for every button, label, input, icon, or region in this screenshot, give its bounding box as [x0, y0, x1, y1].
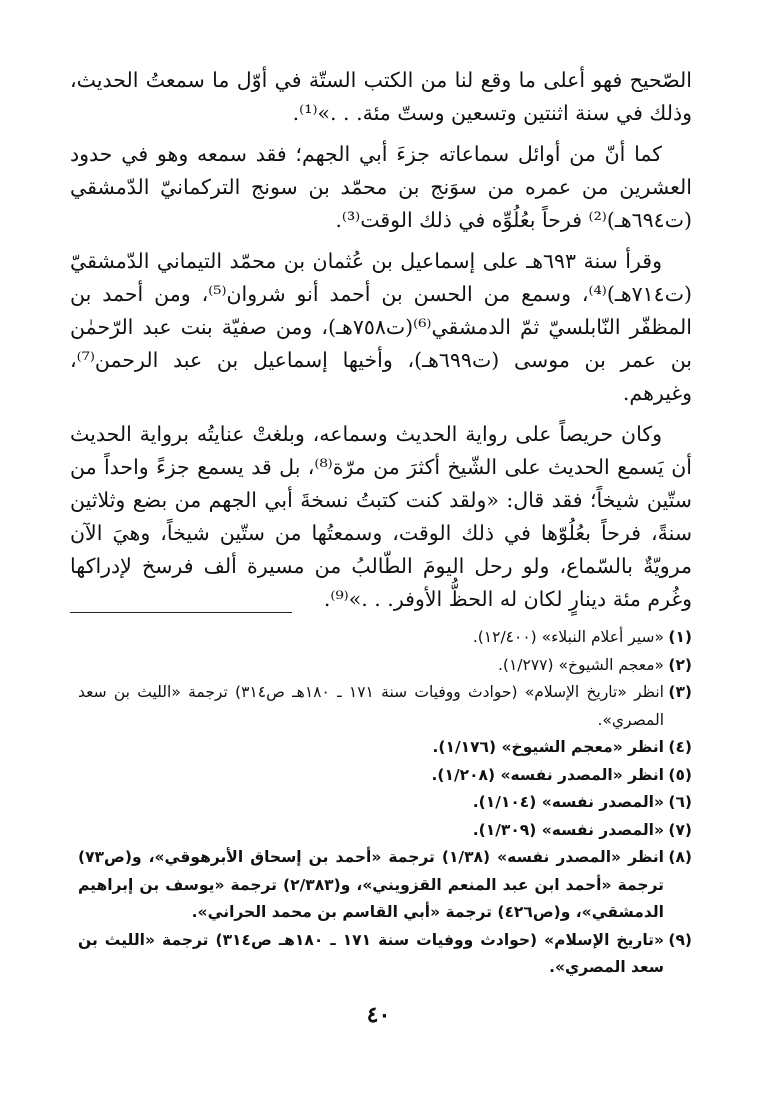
- main-text: [70, 64, 692, 624]
- paragraph-3: وقرأ سنة ٦٩٣هـ على إسماعيل بن عُثمان بن محمّد التيماني الدّمشقيّ (ت٧١٤هـ)⁽⁴⁾، وسمع من الحسن بن أحمد أنو شروان⁽⁵⁾، ومن أحمد بن المظفّر النّابلسيّ ثمّ الدمشقي⁽⁶⁾(ت٧٥٨هـ)، ومن صفيّة بنت عبد الرّحمٰن بن عمر بن موسى (ت٦٩٩هـ)، وأخيها إسماعيل بن عبد الرحمن⁽⁷⁾، وغيرهم.: [70, 249, 692, 405]
- footnote-text: «معجم الشيوخ» (١/٢٧٧).: [497, 655, 664, 674]
- footnote-1: [78, 624, 692, 652]
- footnote-7: [78, 817, 692, 845]
- footnote-number: (١): [668, 628, 692, 646]
- footnote-number: (٧): [668, 820, 692, 839]
- paragraph-2: كما أنّ من أوائل سماعاته جزءَ أبي الجهم؛ فقد سمعه وهو في حدود العشرين من عمره من سوَنج بن محمّد بن سونج التركمانيّ الدّمشقي (ت٦٩٤هـ)⁽²⁾ فرحاً بعُلُوِّه في ذلك الوقت⁽³⁾.: [70, 142, 692, 232]
- footnote-6: [78, 789, 692, 817]
- footnote-number: (٥): [668, 765, 692, 784]
- footnote-text: «المصدر نفسه» (١/٣٠٩).: [472, 820, 664, 839]
- footnote-number: (٩): [668, 930, 692, 949]
- paragraph-4: وكان حريصاً على رواية الحديث وسماعه، وبلغتْ عنايتُه برواية الحديث أن يَسمع الحديث على الشّيخ أكثرَ من مرّة⁽⁸⁾، بل قد يسمع جزءً واحداً من ستّين شيخاً؛ فقد قال: «ولقد كنت كتبتُ نسخةَ أبي الجهم من بضع وثلاثين سنةً، فرحاً بعُلُوّها في ذلك الوقت، وسمعتُها من ستّين شيخاً، وهيَ الآن مرويّةٌ بالسّماع، ولو رحل اليومَ الطّالبُ من مسيرة ألف فرسخ لإدراكها وغُرم مئة دينارٍ لكان له الحظُّ الأوفر. . .»⁽⁹⁾.: [70, 422, 693, 611]
- footnote-text: انظر «معجم الشيوخ» (١/١٧٦).: [432, 738, 664, 756]
- footnote-2: [78, 652, 692, 680]
- footnote-text: «تاريخ الإسلام» (حوادث ووفيات سنة ١٧١ ـ ١٨٠هـ ص٣١٤) ترجمة «الليث بن سعد المصري».: [78, 930, 664, 976]
- footnote-text: انظر «المصدر نفسه» (١/٣٨) ترجمة «أحمد بن إسحاق الأبرهوقي»، و(ص٧٣) ترجمة «أحمد ابن عبد المنعم القزويني»، و(٢/٣٨٣) ترجمة «يوسف بن إبراهيم الدمشقي»، و(ص٤٢٦) ترجمة «أبي القاسم بن محمد الحراني».: [78, 848, 664, 921]
- footnote-8: [78, 844, 692, 927]
- page-number: ٤٠: [366, 1002, 391, 1028]
- footnote-4: [78, 734, 692, 762]
- footnote-text: «المصدر نفسه» (١/١٠٤).: [472, 793, 664, 811]
- footnote-text: «سير أعلام النبلاء» (١٢/٤٠٠).: [472, 628, 664, 646]
- footnote-3: [78, 679, 692, 734]
- footnote-number: (٢): [668, 655, 692, 674]
- footnote-text: انظر «تاريخ الإسلام» (حوادث ووفيات سنة ١٧١ ـ ١٨٠هـ ص٣١٤) ترجمة «الليث بن سعد المصري».: [78, 683, 664, 729]
- paragraph-1: الصّحيح فهو أعلى ما وقع لنا من الكتب الستّة في أوّل ما سمعتُ الحديث، وذلك في سنة اثنتين وتسعين وستّ مئة. . .»⁽¹⁾.: [70, 68, 692, 125]
- footnote-number: (٨): [668, 848, 692, 866]
- footnote-text: انظر «المصدر نفسه» (١/٢٠٨).: [431, 765, 664, 784]
- footnote-number: (٤): [668, 738, 692, 756]
- footnote-5: [78, 762, 692, 790]
- footnote-number: (٦): [668, 793, 692, 811]
- footnote-9: [78, 927, 692, 982]
- footnote-divider: [70, 612, 292, 613]
- footnote-number: (٣): [668, 683, 692, 701]
- footnotes: [78, 624, 692, 982]
